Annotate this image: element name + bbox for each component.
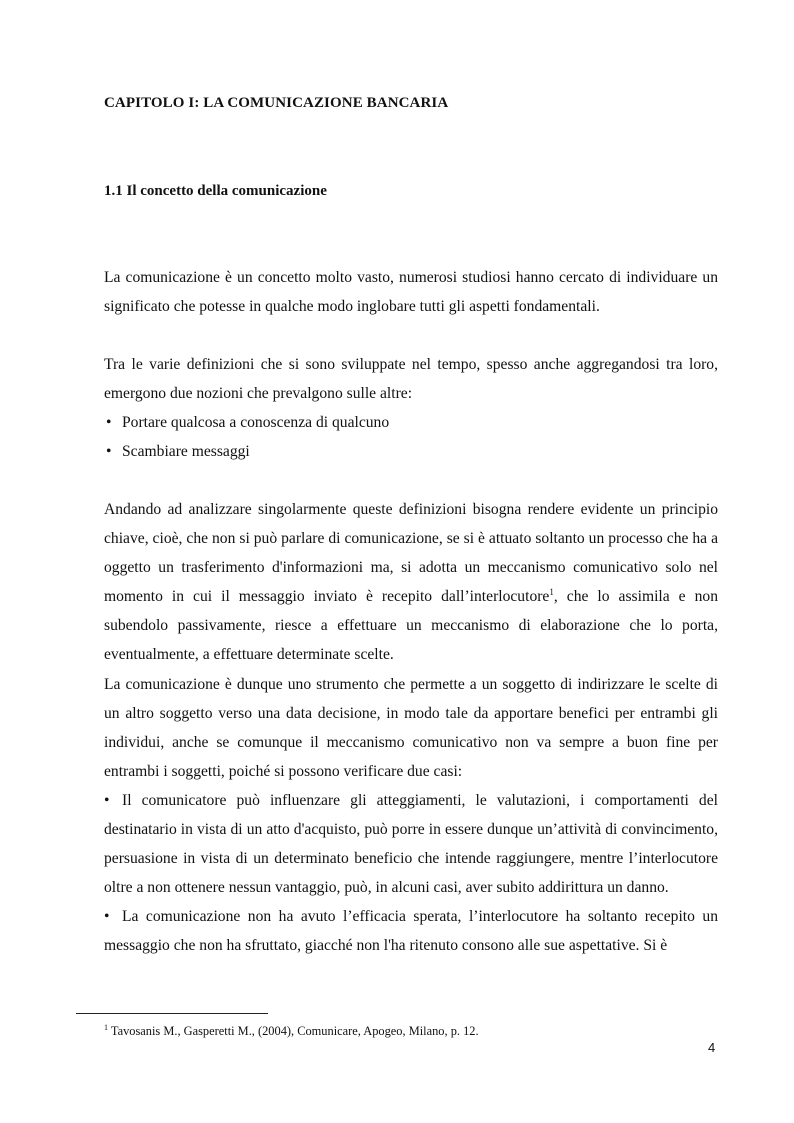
list-item-text: Scambiare messaggi bbox=[122, 443, 250, 460]
footnote-text: Tavosanis M., Gasperetti M., (2004), Comunicare, Apogeo, Milano, p. 12. bbox=[108, 1024, 479, 1038]
bullet-icon: • bbox=[104, 792, 110, 809]
definitions-list bbox=[104, 408, 718, 466]
paragraph-analysis bbox=[104, 495, 718, 669]
cases-list bbox=[104, 786, 718, 960]
list-item-text: Portare qualcosa a conoscenza di qualcuno bbox=[122, 414, 390, 431]
page-number: 4 bbox=[708, 1040, 716, 1055]
list-item-text: Il comunicatore può influenzare gli atteggiamenti, le valutazioni, i comportamenti del destinatario in vista di un atto d'acquisto, può porre in essere dunque un’attività di convincimento, persuasione in vista di un determinato beneficio che intende raggiungere, mentre l’interlocutore oltre a non ottenere nessun vantaggio, può, in alcuni casi, aver subito addirittura un danno. bbox=[104, 792, 718, 896]
list-item bbox=[104, 437, 718, 466]
footnote-reference: 1 bbox=[549, 586, 554, 597]
bullet-icon: • bbox=[106, 443, 112, 460]
section-title: 1.1 Il concetto della comunicazione bbox=[104, 183, 327, 199]
chapter-title: CAPITOLO I: LA COMUNICAZIONE BANCARIA bbox=[104, 95, 449, 111]
list-item-text: La comunicazione non ha avuto l’efficacia sperata, l’interlocutore ha soltanto recepito un messaggio che non ha sfruttato, giacché non l'ha ritenuto consono alle sue aspettative. Si è bbox=[104, 908, 718, 954]
paragraph-text: Tra le varie definizioni che si sono sviluppate nel tempo, spesso anche aggregandosi tra loro, emergono due nozioni che prevalgono sulle altre: bbox=[104, 356, 718, 402]
paragraph-text-part: Andando ad analizzare singolarmente queste definizioni bisogna rendere evidente un principio chiave, cioè, che non si può parlare di comunicazione, se si è attuato soltanto un processo che ha a oggetto un trasferimento d'informazioni ma, si adotta un meccanismo comunicativo solo nel momento in cui il messaggio inviato è recepito dall’interlocutore bbox=[104, 501, 718, 605]
list-item bbox=[104, 786, 718, 902]
paragraph-definitions bbox=[104, 350, 718, 408]
paragraph-text: La comunicazione è dunque uno strumento che permette a un soggetto di indirizzare le scelte di un altro soggetto verso una data decisione, in modo tale da apportare benefici per entrambi gli individui, anche se comunque il meccanismo comunicativo non va sempre a buon fine per entrambi i soggetti, poiché si possono verificare due casi: bbox=[104, 676, 718, 780]
footnote-divider bbox=[76, 1013, 268, 1014]
list-item bbox=[104, 408, 718, 437]
list-item bbox=[104, 902, 718, 960]
bullet-icon: • bbox=[106, 414, 112, 431]
paragraph-instrument bbox=[104, 670, 718, 786]
footnote-number: 1 bbox=[104, 1022, 108, 1032]
paragraph-text: La comunicazione è un concetto molto vasto, numerosi studiosi hanno cercato di individuare un significato che potesse in qualche modo inglobare tutti gli aspetti fondamentali. bbox=[104, 269, 718, 315]
bullet-icon: • bbox=[104, 908, 110, 925]
paragraph-text bbox=[104, 495, 718, 669]
paragraph-text-part: , che lo assimila e non subendolo passivamente, riesce a effettuare un meccanismo di elaborazione che lo porta, eventualmente, a effettuare determinate scelte. bbox=[104, 588, 718, 663]
footnote bbox=[104, 1024, 479, 1039]
paragraph-intro bbox=[104, 263, 718, 321]
